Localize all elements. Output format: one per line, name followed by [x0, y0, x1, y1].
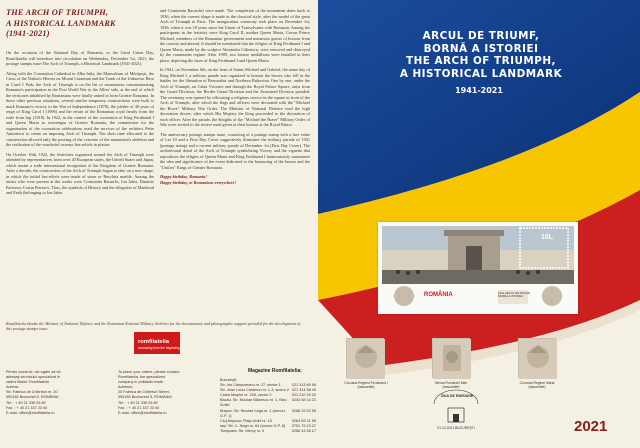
shop-phone: 021 314 58 49 [291, 388, 316, 393]
paragraph: On the occasion of the National Day of Romania, or the Great Union Day, Romfilatelia will introduce into circulation on Wednesday, December 1st, 2021, the postage stamps issue The Arch of Triumph, a Historical Landmark (1941-2021). [6, 50, 154, 66]
shops-list [220, 378, 316, 434]
shop-phone: 0256 43 46 17 [291, 428, 316, 433]
shop-phone: 021 313 89 96 [291, 383, 316, 388]
relief-image [433, 339, 471, 379]
shop-address: Timişoara: Str. Mercy nr. 9 [220, 428, 265, 433]
panel-years: 1941-2021 [455, 86, 503, 95]
contact-ro: Pentru comenzi, vă rugăm să vă adresaţi serviciului specializat în cadrul filialei: Romfilatelia Adresa: Str. Fabrica de Chibrituri nr. 20 050183 București 5, ROMÂNIA Tel. : + 40 21 336 93 82 Fax. : + 40 21 337 23 40 E-mail: office@romfilatelia.ro [6, 370, 61, 415]
column-1 [6, 50, 154, 200]
first-day-postmark [426, 388, 486, 436]
shop-row [220, 409, 316, 419]
paragraph: and Constantin Baraschi) were made. The completion of the monument dates back to 1936, when the current shape is made in the classical style, after the model of the great Arch of Triumph in Paris. The inauguration ceremony took place on December 1st, 1936, when it was 18 years since the Union of Transylvania with Romania. Among the participants in the festivity were King Carol II, mother Queen Maria, Crown Prince Michael, members of the Romanian government and numerous guests of honour from the country and abroad. It should be mentioned that the effigies of King Ferdinand I and Queen Maria, made by the sculptor Alexandru Călinescu, were removed and destroyed by the communist regime. After 1989, two bronze medallions were installed in their place, depicting the faces of King Ferdinand I and Queen Maria. [160, 8, 310, 63]
paragraph: Along with the Coronation Cathedral in Alba Iulia, the Mausoleum of Mărăşeşti, the Cross of the Nation's Heroes on Mount Caraiman and the Tomb of the Unknown Hero in Carol I Park, the Arch of Triumph is on the list of monuments commemorating Romania's participation in the First World War to the Allies' side, at the end of which the territories inhabited by Romanians were finally united to form Greater Romania. In those other previous situations, several similar temporary constructions were built to mark Romania's victory in the War of Independence (1878), the jubilee of 40 years of reign of King Carol I (1906) and the return of the Romanian royal family from the exile from Iaşi (1918). In 1922, in the context of the coronation of King Ferdinand I and Queen Maria as sovereigns of Greater Romania, the commission for the organization of the coronation celebrations used the services of the architect Petre Antonescu to create an imposing Arch of Triumph. The short time allocated to the construction allowed only the pouring of the concrete of the monument's skeleton and the realization of the wonderful exterior bas-reliefs in plaster. [6, 70, 154, 147]
shop-address: Bacău: Str. Nicolae Bălcescu nr. 1, Bloc Sofiei [220, 398, 287, 408]
panel-title: ARCUL DE TRIUMF, BORNĂ A ISTORIEI THE ARCH OF TRIUMPH, A HISTORICAL LANDMARK [399, 30, 563, 80]
paragraph: On October 16th, 1922, the festivities organized around the Arch of Triumph were attended by representatives from over 20 European states, the United States and Japan, which meant a wide international recognition of the Kingdom of Greater Romania. After a decade, the construction of the Arch of Triumph began to take on a new shape, in which the initial bas-reliefs were made of stone or Ruschita marble. Among the artists who were present at the works were Constantin Baraschi, Ion Jalea, Dimitrie Paciurea, Costin Petrescu. Thus, the symbols of History and the allegories of Manhood and Faith (belonging to Ion Jalea [6, 151, 154, 195]
postmark-date: 01.12.2021 BUCUREŞTI [437, 426, 475, 430]
shop-phone: 0234 58 14 21 [291, 398, 316, 403]
relief-card [518, 338, 556, 378]
relief-card [346, 338, 384, 378]
shops-title: Magazine Romfilatelia: [248, 368, 302, 374]
shop-row [220, 398, 316, 408]
acknowledgement: Romfilatelia thanks the Ministry of National Defence and the Romanian National Military Archives for the documentary and photographic support provided for the development of this postage stamps issue. [6, 321, 300, 332]
issue-title: THE ARCH OF TRIUMPH, A HISTORICAL LANDMARK (1941-2021) [6, 8, 116, 38]
shop-phone: 0268 15 20 55 [291, 408, 316, 413]
shop-address: Str. Jean Louis Calderon nr. 1-3, sector 2 [220, 388, 290, 393]
shop-address: Cluj-Napoca: Piaţa Unirii nr. 13 [220, 418, 272, 423]
stamp-caption: 1941 ARCUL DE TRIUMF, BORNĂ A ISTORIEI [498, 291, 531, 299]
romfilatelia-logo [134, 332, 180, 354]
stamp-value: 10L [541, 234, 554, 241]
stamp-sheet [378, 222, 578, 314]
paragraph: The anniversary postage stamps issue, consisting of a postage stamp with a face value of Lei 10 and a First Day Cover suggestively illustrates the military parade of 1941 (postage stamp) and a current military parade of December 1st (First Day Cover). The architectural detail of the Arch of Triumph symbolizing Victory and the vignette that reproduces the effigies of Queen Maria and King Ferdinand I harmoniously summarize the idea and significance of the event dedicated to the honouring of the heroes and the "Unifier" Kings of Greater Romania. [160, 131, 310, 170]
relief-image [347, 339, 385, 379]
logo-tagline: a knowing from the beginning [138, 346, 180, 350]
stamp-country: ROMÂNIA [424, 292, 453, 298]
shop-phone: 0264 59 21 55 [291, 418, 316, 423]
shop-phone: 0751 79 23 07 [291, 423, 316, 428]
relief-label: Coroana Reginei Maria (basorelief) [519, 381, 555, 390]
shop-address: Braşov: Str. Nicolae Iorga nr. 1 (turnuri-O.P. 1) [220, 408, 286, 418]
contact-en: To place your orders, please contact: Romfilatelia, the specialized company in philatelic trade. Address: 20 Fabrica de Chibrituri Street, 050183 Bucharest 5, ROMANIA Tel. : + 40 21 336 93 82 Fax. : + 40 21 337 23 40 E-mail: office@romfilatelia.ro [118, 370, 181, 415]
relief-label: Coroana Regelui Ferdinand I (basorelief) [344, 381, 388, 390]
shop-address: Str. Ion Câmpineanu nr. 27, sector 1 [220, 383, 281, 388]
relief-label: Stema României Mari (basorelief) [434, 381, 468, 390]
shop-row [220, 429, 316, 434]
shop-address: Calea Moşilor nr. 208, sector 2 [220, 393, 272, 398]
shop-address: Iaşi: Str. C. Negri nr. 64 (turnuri-O.P. 8) [220, 423, 286, 428]
shop-address: Bucureşti: [220, 378, 237, 382]
column-2 [160, 8, 310, 189]
relief-card [432, 338, 470, 378]
relief-image [519, 339, 557, 379]
postmark-text: ZIUA DE EMISIUNE [440, 394, 474, 398]
logo-name: romfilatelia [138, 339, 169, 345]
closing-wish: Happy birthday, Romania! Happy birthday, to Romanians everywhere! [160, 174, 237, 185]
issue-year: 2021 [574, 418, 608, 435]
shop-phone: 021 210 29 20 [291, 393, 316, 398]
paragraph: In 1941, on November 6th, on the feast of Saints Michael and Gabriel, the name day of King Michael I, a military parade was organized to honour the heroes who fell in the battles for the liberation of Bessarabia and Northern Bukovina. One by one, under the Arch of Triumph, on Calea Victoriei and through the Royal Palace Square, units from the Guard Division, the Border Guard Division and the Armoured Division paraded. The ceremony was opened by officiating a religious service in the square in front of the Arch of Triumph, after which the flags and officers were decorated with the "Michael the Brave" Military War Order. The Minister of National Defence read the high decoration decree, after which His Majesty the King proceeded to the decoration of each officer. After the parade, the Knights of the "Michael the Brave" Military Order of War were invited to the festive meal given in their honour at the Royal Palace. [160, 67, 310, 127]
